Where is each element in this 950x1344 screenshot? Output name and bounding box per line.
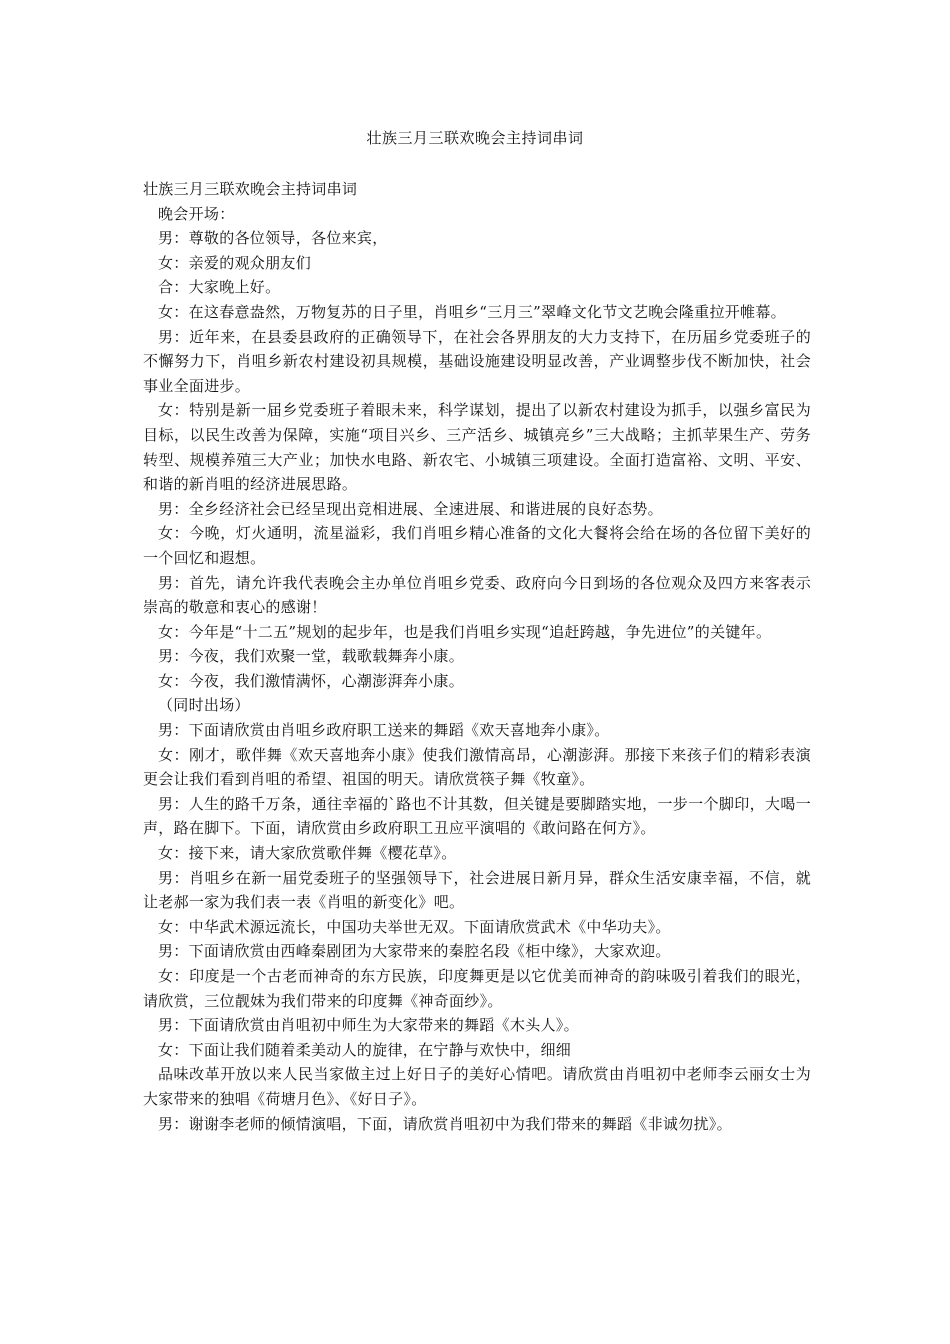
paragraph: 女：特别是新一届乡党委班子着眼未来，科学谋划，提出了以新农村建设为抓手，以强乡富民为目标，以民生改善为保障，实施“项目兴乡、三产活乡、城镇亮乡”三大战略；主抓苹果生产、劳务转型、规模养殖三大产业；加快水电路、新农宅、小城镇三项建设。全面打造富裕、文明、平安、和谐的新肖咀的经济进展思路。 <box>143 401 811 494</box>
paragraph: 女：印度是一个古老而神奇的东方民族，印度舞更是以它优美而神奇的韵味吸引着我们的眼光，请欣赏，三位靓妹为我们带来的印度舞《神奇面纱》。 <box>143 967 811 1010</box>
paragraph: 男：全乡经济社会已经呈现出竞相进展、全速进展、和谐进展的良好态势。 <box>158 499 663 518</box>
paragraph: 女：接下来，请大家欣赏歌伴舞《樱花草》。 <box>158 844 457 863</box>
paragraph: 合：大家晚上好。 <box>158 278 281 297</box>
paragraph: 品味改革开放以来人民当家做主过上好日子的美好心情吧。请欣赏由肖咀初中老师李云丽女士为大家带来的独唱《荷塘月色》、《好日子》。 <box>143 1065 811 1108</box>
paragraph: 男：肖咀乡在新一届党委班子的坚强领导下，社会进展日新月异，群众生活安康幸福，不信，就让老郝一家为我们表一表《肖咀的新变化》吧。 <box>143 868 811 912</box>
paragraph: 女：今年是“十二五”规划的起步年，也是我们肖咀乡实现“追赶跨越，争先进位”的关键年。 <box>158 622 772 641</box>
paragraph: 男：首先，请允许我代表晚会主办单位肖咀乡党委、政府向今日到场的各位观众及四方来客表示崇高的敬意和衷心的感谢！ <box>143 573 811 617</box>
paragraph: 男：人生的路千万条，通往幸福的`路也不计其数，但关键是要脚踏实地，一步一个脚印，大喝一声，路在脚下。下面，请欣赏由乡政府职工丑应平演唱的《敢问路在何方》。 <box>143 794 811 838</box>
paragraph: 男：谢谢李老师的倾情演唱，下面，请欣赏肖咀初中为我们带来的舞蹈《非诚勿扰》。 <box>158 1114 732 1133</box>
paragraph: 女：中华武术源远流长，中国功夫举世无双。下面请欣赏武术《中华功夫》。 <box>158 917 671 936</box>
paragraph: 男：尊敬的各位领导，各位来宾， <box>158 229 388 248</box>
paragraph: 男：下面请欣赏由肖咀初中师生为大家带来的舞蹈《木头人》。 <box>158 1016 579 1035</box>
paragraph: 女：今夜，我们激情满怀，心潮澎湃奔小康。 <box>158 671 465 690</box>
paragraph: 男：今夜，我们欢聚一堂，载歌载舞奔小康。 <box>158 647 465 666</box>
paragraph: 女：在这春意盎然，万物复苏的日子里，肖咀乡“三月三”翠峰文化节文艺晚会隆重拉开帷幕。 <box>158 302 786 321</box>
paragraph: 女：今晚，灯火通明，流星溢彩，我们肖咀乡精心准备的文化大餐将会给在场的各位留下美好的一个回忆和遐想。 <box>143 524 811 567</box>
paragraph: 男：下面请欣赏由西峰秦剧团为大家带来的秦腔名段《柜中缘》，大家欢迎。 <box>158 942 671 961</box>
paragraph: 晚会开场： <box>158 204 235 223</box>
paragraph: 男：下面请欣赏由肖咀乡政府职工送来的舞蹈《欢天喜地奔小康》。 <box>158 721 610 740</box>
paragraph: 女：刚才，歌伴舞《欢天喜地奔小康》使我们激情高昂，心潮澎湃。那接下来孩子们的精彩表演更会让我们看到肖咀的希望、祖国的明天。请欣赏筷子舞《牧童》。 <box>143 745 811 789</box>
paragraph: 男：近年来，在县委县政府的正确领导下，在社会各界朋友的大力支持下，在历届乡党委班子的不懈努力下，肖咀乡新农村建设初具规模，基础设施建设明显改善，产业调整步伐不断加快，社会事业全面进步。 <box>143 327 811 395</box>
document-title: 壮族三月三联欢晚会主持词串词 <box>366 129 584 147</box>
paragraph: 女：亲爱的观众朋友们 <box>158 253 312 272</box>
paragraph: 女：下面让我们随着柔美动人的旋律，在宁静与欢快中，细细 <box>158 1040 572 1059</box>
document-subtitle: 壮族三月三联欢晚会主持词串词 <box>143 180 358 198</box>
document-body <box>143 177 811 1136</box>
paragraph: （同时出场） <box>158 696 250 715</box>
